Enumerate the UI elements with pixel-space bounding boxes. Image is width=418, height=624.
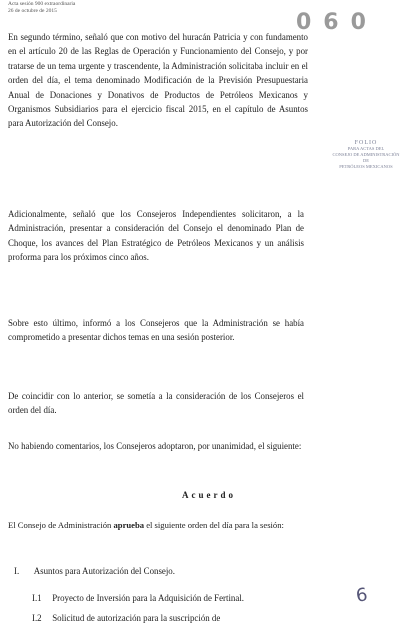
header-session: Acta sesión 900 extraordinaria: [8, 1, 76, 7]
header-date: 26 de octubre de 2015: [8, 7, 57, 14]
agenda-item-1-1: [32, 592, 244, 604]
stamp-line-3: DE: [363, 158, 369, 163]
agreement-before: El Consejo de Administración: [8, 520, 114, 530]
agreement-text: [8, 520, 304, 532]
page-header: [8, 1, 75, 14]
acuerdo-heading: Acuerdo: [182, 490, 236, 500]
agenda-item-text: Solicitud de autorización para la suscripción de: [52, 613, 221, 623]
agenda-item-1-2: [32, 612, 220, 624]
paragraph-agenda-submission: De coincidir con lo anterior, se sometía a la consideración de los Consejeros el orden del día.: [8, 391, 304, 416]
stamp-title: FOLIO: [354, 140, 378, 146]
agreement-verb: aprueba: [113, 520, 145, 530]
paragraph-hurricane: En segundo término, señaló que con motivo del huracán Patricia y con fundamento en el artículo 20 de las Reglas de Operación y Funcionamiento del Consejo, y por tratarse de un tema urgente y trascendente, la Administración solicitaba incluir en el orden del día, el tema denominado Modificación de la Previsión Presupuestaria Anual de Donaciones y Donativos de Productos de Petróleos Mexicanos y Organismos Subsidiarios para el ejercicio fiscal 2015, en el capítulo de Asuntos para Autorización del Consejo.: [8, 32, 308, 129]
agenda-item-number: I.: [14, 566, 20, 576]
handwritten-mark: 6: [354, 584, 369, 607]
folio-stamp: [318, 140, 414, 170]
agenda-item-number: I.2: [32, 613, 42, 623]
agenda-item-text: Asuntos para Autorización del Consejo.: [33, 566, 175, 576]
stamp-line-1: PARA ACTAS DEL: [347, 146, 385, 151]
agenda-item-1: [14, 565, 175, 577]
stamp-line-4: PETRÓLEOS MEXICANOS: [339, 164, 393, 169]
agenda-item-text: Proyecto de Inversión para la Adquisición de Fertinal.: [52, 593, 244, 603]
paragraph-independent-councillors: Adicionalmente, señaló que los Consejeros Independientes solicitaron, a la Administración, presentar a consideración del Consejo el denominado Plan de Choque, los avances del Plan Estratégico de Petróleos Mexicanos y un análisis proforma para los próximos cinco años.: [8, 209, 304, 263]
paragraph-later-session: Sobre esto último, informó a los Consejeros que la Administración se había comprometido a presentar dichos temas en una sesión posterior.: [8, 318, 304, 343]
stamp-line-2: CONSEJO DE ADMINISTRACIÓN: [332, 152, 400, 157]
agenda-item-number: I.1: [32, 593, 42, 603]
paragraph-adoption: No habiendo comentarios, los Consejeros adoptaron, por unanimidad, el siguiente:: [8, 441, 302, 451]
folio-number: 060: [296, 10, 378, 35]
agreement-after: el siguiente orden del día para la sesión:: [144, 520, 284, 530]
